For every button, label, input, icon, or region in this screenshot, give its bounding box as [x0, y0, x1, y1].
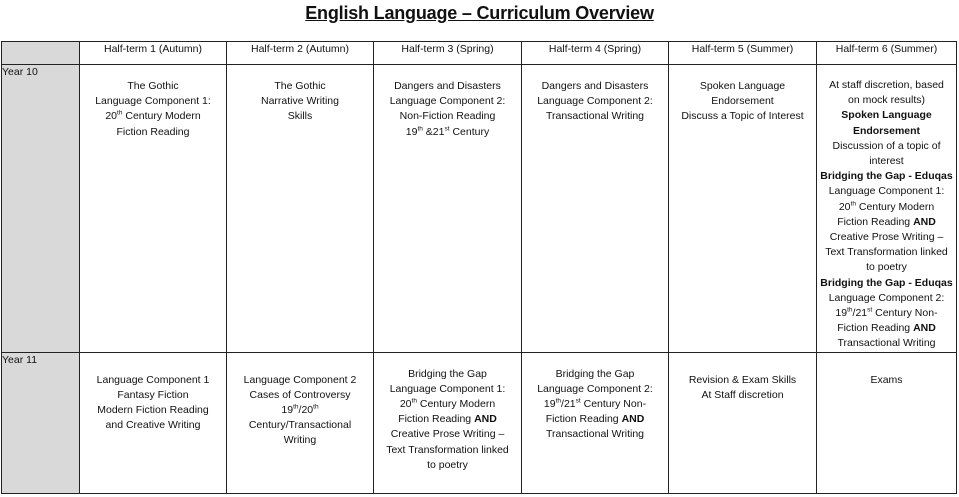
cell-line: The Gothic	[127, 80, 179, 92]
curriculum-table	[1, 41, 957, 494]
cell-line: Exams	[870, 373, 903, 386]
cell-line-text: 20th Century Modern	[399, 397, 496, 411]
cell-line-text: 20th Century Modern	[838, 200, 935, 213]
cell-y10-ht4	[522, 65, 669, 353]
cell-line	[522, 412, 668, 427]
cell-line	[817, 200, 956, 215]
cell-line: Writing	[283, 434, 317, 447]
cell-line-text: 20th Century Modern	[105, 109, 201, 123]
cell-line	[227, 403, 373, 418]
cell-line-text: 19th &21st Century	[405, 125, 490, 138]
cell-line: to poetry	[866, 261, 907, 274]
cell-line: Creative Prose Writing –	[829, 231, 944, 244]
cell-line: Endorsement	[711, 95, 774, 108]
column-header-half-term-4: Half-term 4 (Spring)	[522, 42, 669, 65]
cell-line: Language Component 2:	[389, 95, 506, 108]
cell-line: on mock results)	[847, 94, 926, 107]
cell-line-text: 19th/20th	[281, 403, 319, 417]
cell-line: Discuss a Topic of Interest	[681, 110, 804, 123]
cell-line: Language Component 1	[96, 373, 210, 386]
cell-line: At Staff discretion	[701, 388, 784, 401]
cell-line-text: 19th/21st Century Non-	[543, 397, 647, 411]
cell-line: Bridging the Gap - Eduqas	[820, 170, 953, 183]
column-header-half-term-6: Half-term 6 (Summer)	[817, 42, 957, 65]
cell-y11-ht4	[522, 352, 669, 493]
cell-y11-ht6	[817, 352, 957, 493]
cell-line: Modern Fiction Reading	[97, 404, 209, 417]
row-header-year-10: Year 10	[2, 65, 80, 353]
cell-y10-ht6	[817, 65, 957, 353]
cell-line: Transactional Writing	[545, 428, 645, 441]
column-header-half-term-1: Half-term 1 (Autumn)	[80, 42, 227, 65]
cell-line	[817, 306, 956, 321]
cell-line: interest	[869, 155, 904, 168]
cell-y10-ht2	[227, 65, 374, 353]
cell-line	[374, 397, 521, 412]
cell-line	[817, 321, 956, 336]
cell-line: Endorsement	[852, 124, 921, 137]
cell-line-text: Fiction Reading AND	[398, 413, 497, 426]
table-row-year-10	[2, 65, 957, 353]
cell-line	[374, 412, 521, 427]
cell-y10-ht1	[80, 65, 227, 353]
cell-line: Language Component 2:	[828, 291, 945, 304]
cell-line: Spoken Language	[699, 80, 786, 92]
cell-line: Non-Fiction Reading	[399, 110, 496, 123]
cell-y11-ht2	[227, 352, 374, 493]
column-header-half-term-3: Half-term 3 (Spring)	[374, 42, 522, 65]
cell-line-text: Fiction Reading AND	[837, 215, 936, 228]
cell-line: Discussion of a topic of	[832, 139, 941, 152]
cell-line: Language Component 2	[243, 373, 357, 386]
cell-line: Cases of Controversy	[249, 388, 351, 401]
header-row	[2, 42, 957, 65]
cell-line: Narrative Writing	[261, 95, 339, 108]
cell-line	[80, 109, 226, 124]
cell-line: Language Component 2:	[537, 382, 653, 395]
cell-line: Transactional Writing	[837, 337, 936, 350]
cell-line: Bridging the Gap - Eduqas	[820, 276, 953, 289]
cell-line: and Creative Writing	[105, 419, 201, 432]
cell-y11-ht1	[80, 352, 227, 493]
table-row-year-11	[2, 352, 957, 493]
cell-y10-ht5	[669, 65, 817, 353]
cell-line: Skills	[287, 110, 313, 123]
cell-line: Transactional Writing	[545, 110, 645, 123]
cell-line-text: 19th/21st Century Non-	[835, 306, 938, 320]
cell-line: Bridging the Gap	[408, 367, 487, 380]
row-header-year-11: Year 11	[2, 352, 80, 493]
cell-y11-ht3	[374, 352, 522, 493]
cell-y11-ht5	[669, 352, 817, 493]
cell-line: Fiction Reading	[116, 125, 190, 138]
cell-line	[522, 397, 668, 412]
cell-line: Text Transformation linked	[825, 246, 948, 259]
cell-line: Bridging the Gap	[555, 367, 635, 380]
cell-line: Language Component 1:	[95, 95, 211, 108]
column-header-half-term-5: Half-term 5 (Summer)	[669, 42, 817, 65]
cell-line: Dangers and Disasters	[541, 80, 649, 92]
cell-line: to poetry	[427, 458, 468, 471]
cell-line	[817, 215, 956, 230]
cell-line	[374, 125, 521, 140]
cell-line: Text Transformation linked	[386, 443, 509, 456]
cell-line: The Gothic	[274, 80, 326, 92]
cell-line: Revision & Exam Skills	[688, 373, 797, 386]
cell-line-text: Fiction Reading AND	[545, 413, 645, 426]
column-header-half-term-2: Half-term 2 (Autumn)	[227, 42, 374, 65]
cell-line: Dangers and Disasters	[394, 80, 501, 92]
cell-line: Spoken Language	[841, 109, 932, 122]
page-title: English Language – Curriculum Overview	[305, 3, 654, 23]
cell-line: Fantasy Fiction	[117, 388, 189, 401]
corner-cell	[2, 42, 80, 65]
cell-line: Century/Transactional	[248, 419, 352, 432]
cell-line: Language Component 2:	[537, 95, 653, 108]
cell-line-text: Fiction Reading AND	[837, 322, 936, 335]
cell-line: Language Component 1:	[828, 185, 945, 198]
cell-line: Language Component 1:	[389, 382, 506, 395]
cell-line: Creative Prose Writing –	[390, 428, 505, 441]
cell-y10-ht3	[374, 65, 522, 353]
cell-line: At staff discretion, based	[829, 79, 944, 91]
